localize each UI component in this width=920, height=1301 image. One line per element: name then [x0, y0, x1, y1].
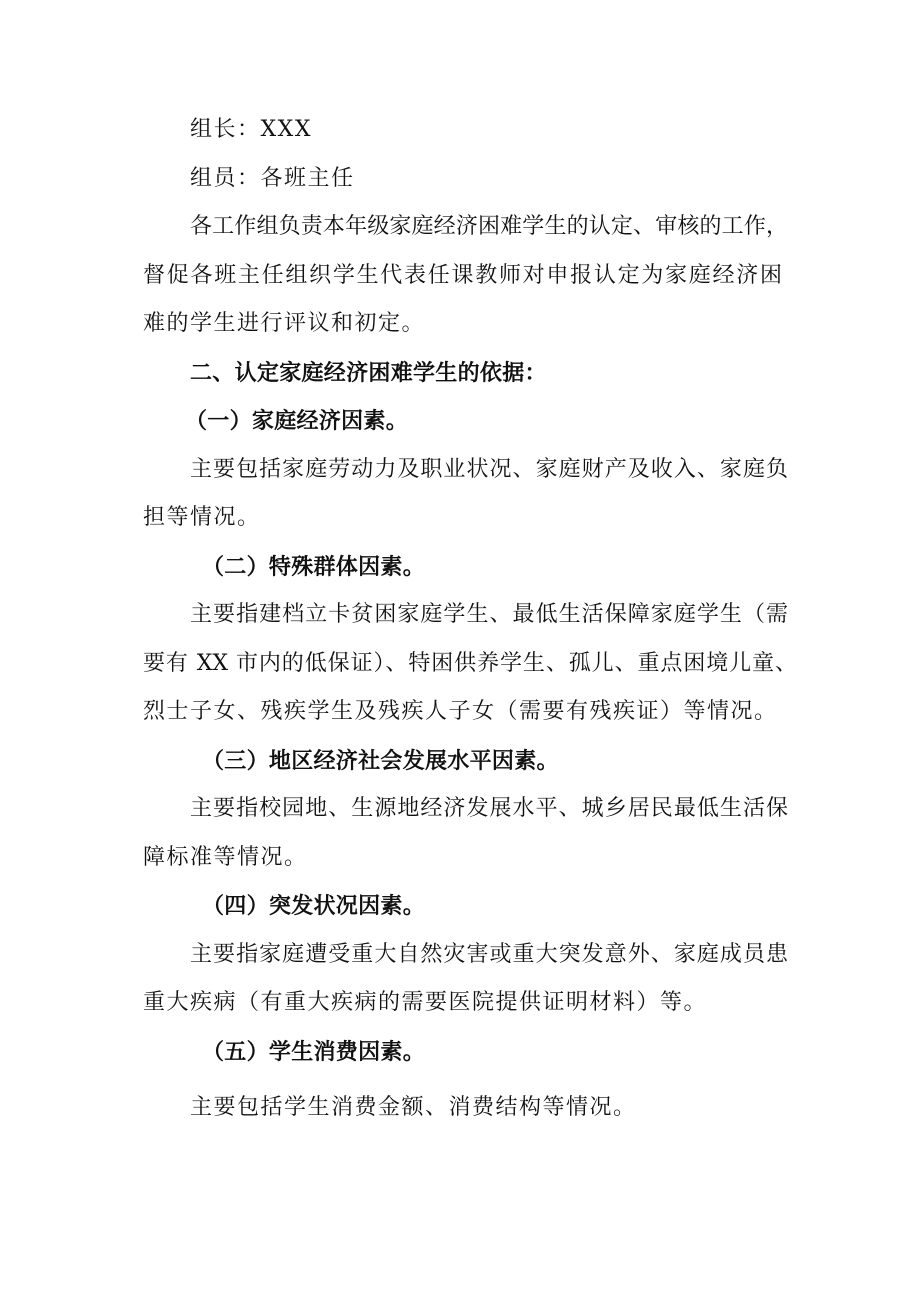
- paragraph-line: 烈士子女、残疾学生及残疾人子女（需要有残疾证）等情况。: [143, 699, 778, 724]
- factor-heading: （四）突发状况因素。: [202, 893, 426, 919]
- paragraph-line: 主要指家庭遭受重大自然灾害或重大突发意外、家庭成员患: [190, 941, 788, 967]
- paragraph-line: 督促各班主任组织学生代表任课教师对申报认定为家庭经济困: [143, 262, 782, 288]
- document-body: [0, 106, 920, 1133]
- factor-consumption: [0, 1028, 920, 1133]
- factor-heading: （一）家庭经济因素。: [185, 408, 409, 434]
- factor-economic: [0, 397, 920, 543]
- factor-emergencies: [0, 882, 920, 1028]
- paragraph-line: 担等情况。: [143, 505, 261, 530]
- factor-heading: （五）学生消费因素。: [202, 1038, 426, 1065]
- paragraph-line: 主要包括学生消费金额、消费结构等情况。: [190, 1095, 637, 1120]
- factor-special-groups: [0, 543, 920, 737]
- paragraph-line: 主要指校园地、生源地经济发展水平、城乡居民最低生活保: [190, 796, 788, 821]
- group-members-line: 组员：各班主任: [190, 165, 355, 191]
- paragraph-line: 各工作组负责本年级家庭经济困难学生的认定、审核的工作，: [190, 214, 788, 239]
- factor-heading: （三）地区经济社会发展水平因素。: [202, 747, 559, 774]
- paragraph-line: 要有 XX 市内的低保证）、特困供养学生、孤儿、重点困境儿童、: [143, 650, 797, 676]
- factor-heading: （二）特殊群体因素。: [202, 553, 426, 580]
- paragraph-line: 重大疾病（有重大疾病的需要医院提供证明材料）等。: [143, 990, 708, 1015]
- paragraph-line: 主要指建档立卡贫困家庭学生、最低生活保障家庭学生（需: [190, 602, 788, 627]
- factor-regional-development: [0, 737, 920, 883]
- section-heading: 二、认定家庭经济困难学生的依据：: [190, 359, 547, 386]
- group-leader-line: 组长：XXX: [190, 117, 312, 142]
- duty-paragraph: [0, 203, 920, 349]
- paragraph-line: 障标准等情况。: [143, 844, 308, 870]
- paragraph-line: 主要包括家庭劳动力及职业状况、家庭财产及收入、家庭负: [190, 456, 788, 482]
- paragraph-line: 难的学生进行评议和初定。: [143, 311, 426, 336]
